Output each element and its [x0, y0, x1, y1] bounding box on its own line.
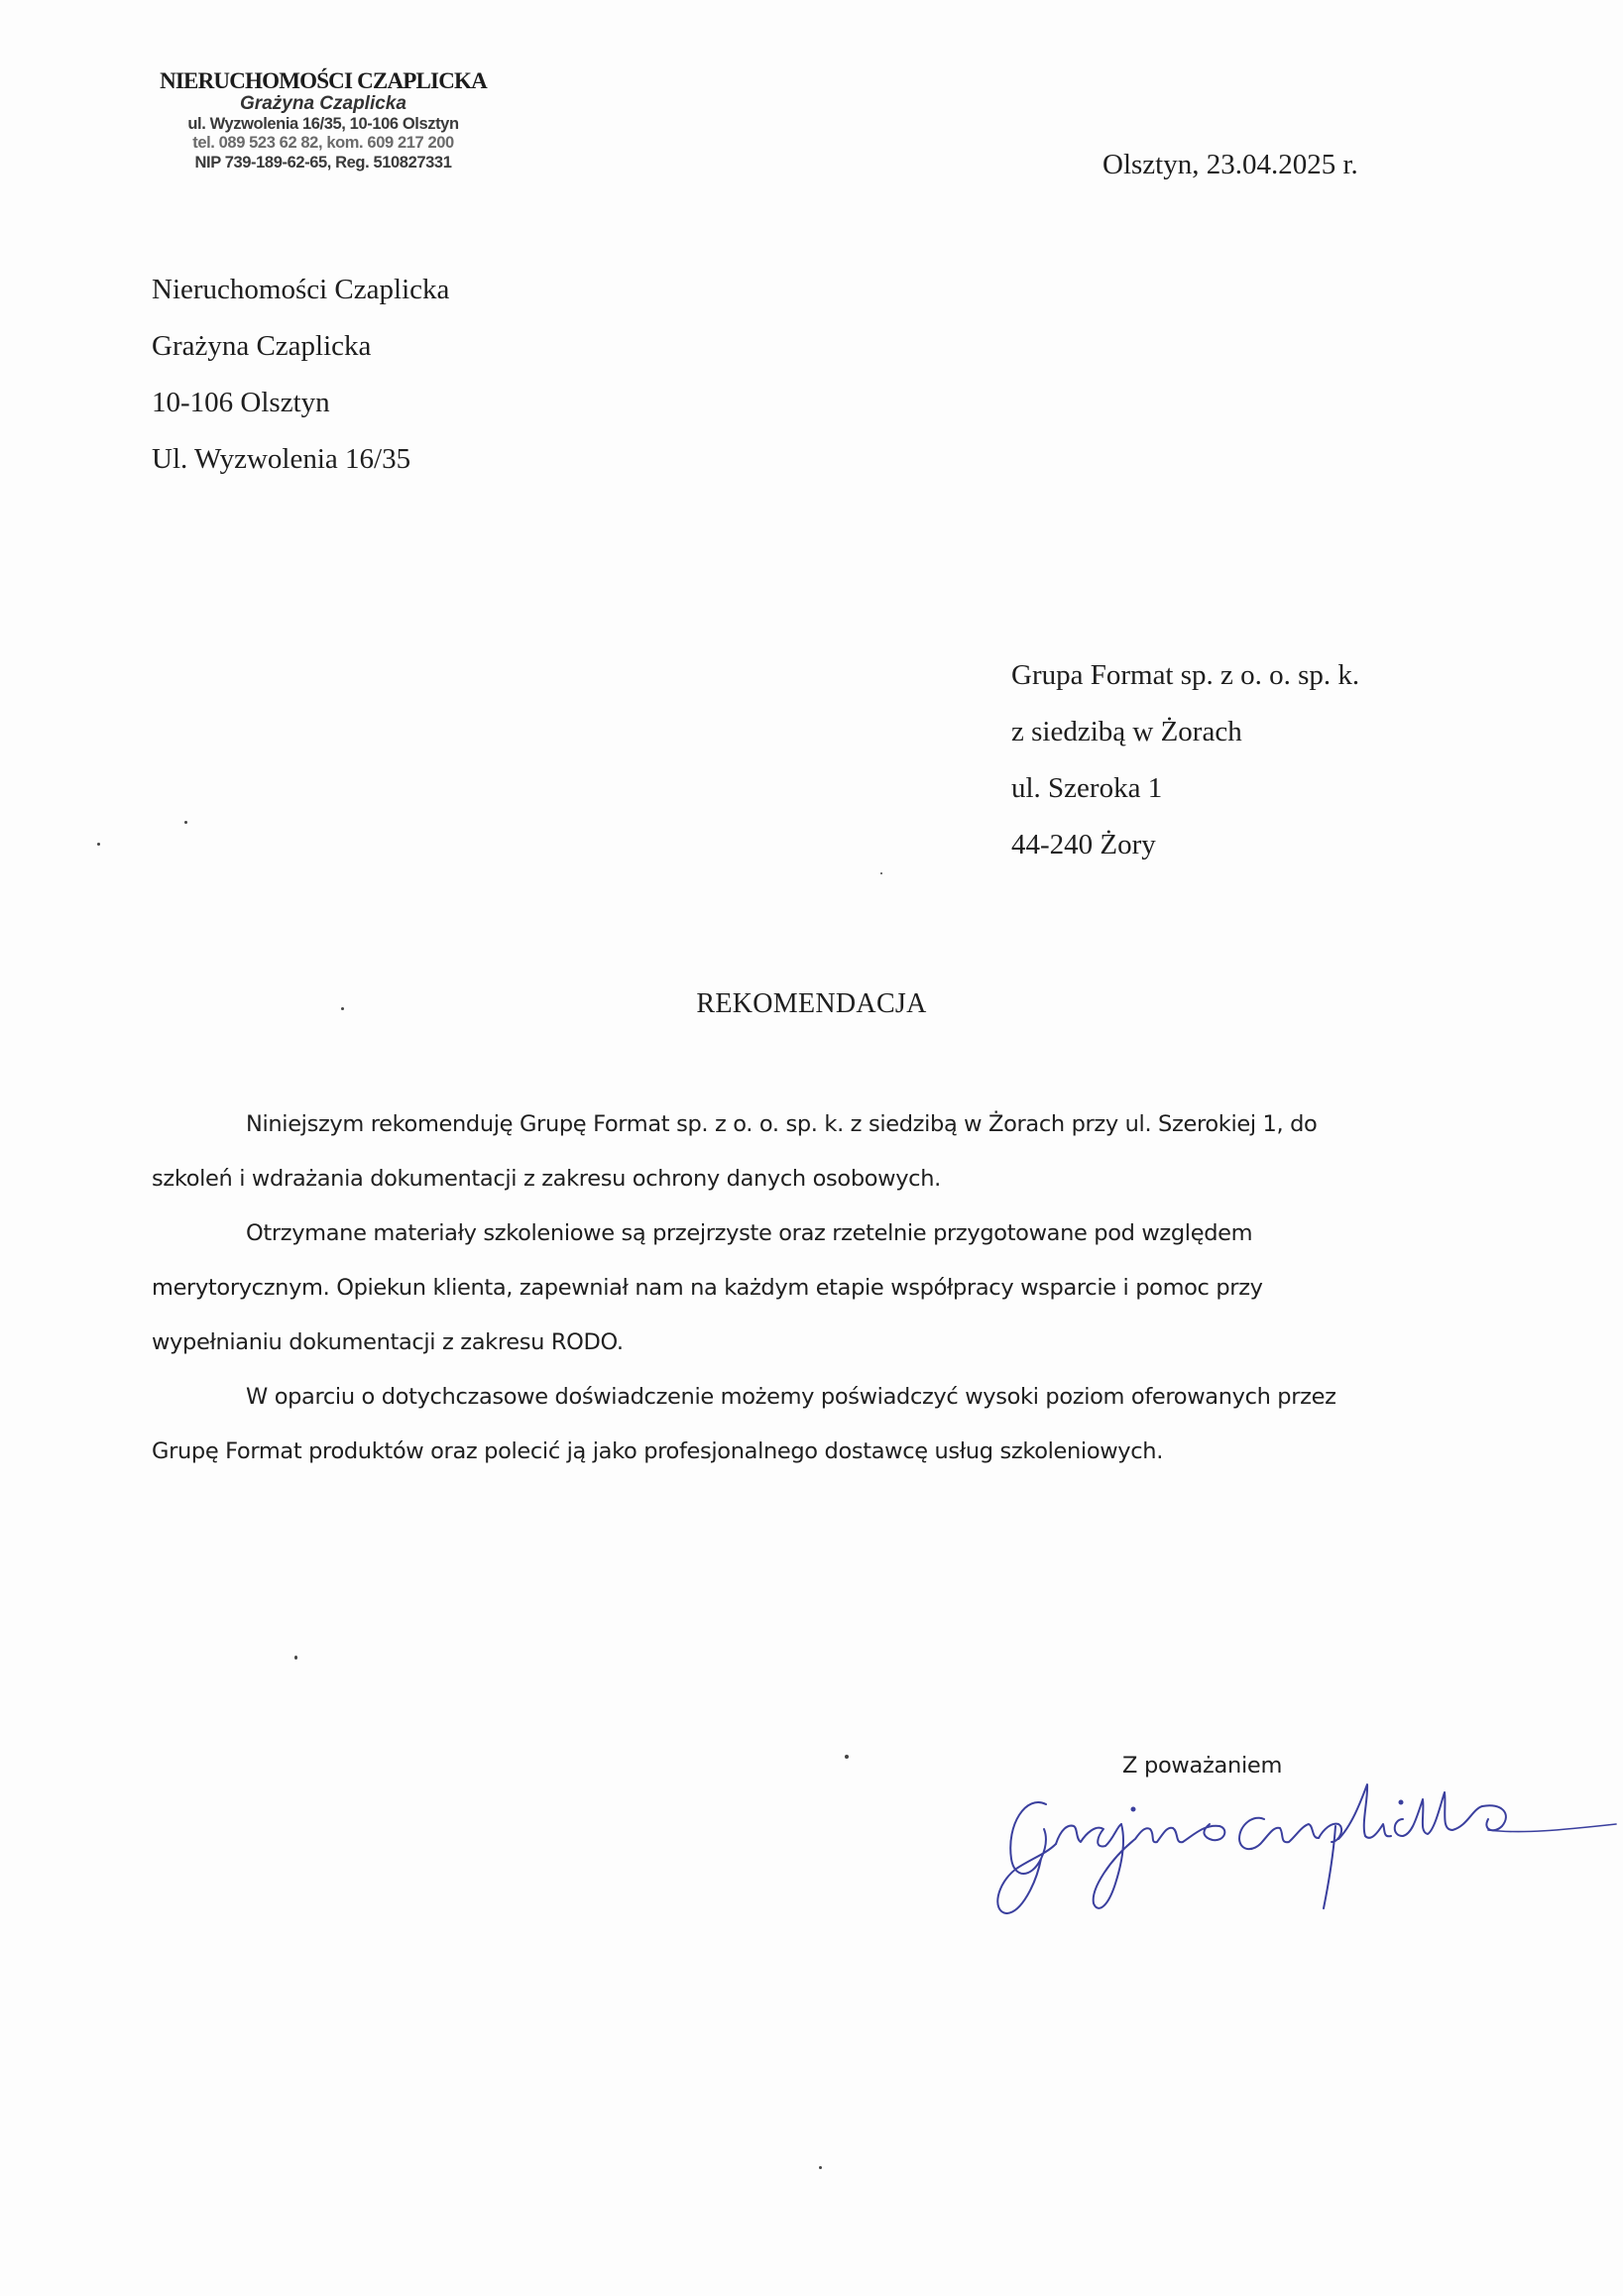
scan-speck — [341, 1007, 344, 1010]
sender-line: Grażyna Czaplicka — [152, 330, 372, 362]
recipient-line: ul. Szeroka 1 — [1011, 772, 1163, 804]
closing-phrase: Z poważaniem — [1122, 1753, 1283, 1779]
stamp-address: ul. Wyzwolenia 16/35, 10-106 Olsztyn — [187, 115, 459, 134]
body-line: W oparciu o dotychczasowe doświadczenie możemy poświadczyć wysoki poziom oferowanych przez — [246, 1384, 1336, 1410]
sender-line: Ul. Wyzwolenia 16/35 — [152, 443, 411, 475]
handwritten-signature-icon — [986, 1765, 1621, 1933]
stamp-title: NIERUCHOMOŚCI CZAPLICKA — [160, 68, 487, 93]
body-paragraph — [152, 1370, 1470, 1479]
recipient-line: 44-240 Żory — [1011, 829, 1156, 861]
scan-speck — [294, 1656, 297, 1660]
letter-body — [152, 1097, 1470, 1479]
document-heading: REKOMENDACJA — [696, 988, 927, 1019]
stamp-owner: Grażyna Czaplicka — [240, 93, 406, 115]
letter-date: Olsztyn, 23.04.2025 r. — [1102, 149, 1358, 180]
scan-speck — [819, 2166, 822, 2169]
stamp-phone: tel. 089 523 62 82, kom. 609 217 200 — [192, 134, 454, 153]
scan-speck — [880, 872, 882, 874]
recipient-line: z siedzibą w Żorach — [1011, 716, 1242, 747]
scan-speck — [845, 1755, 849, 1759]
sender-address-block — [152, 262, 449, 488]
scan-speck — [184, 821, 187, 824]
scan-speck — [97, 843, 100, 846]
body-paragraph — [152, 1097, 1470, 1206]
body-paragraph — [152, 1206, 1470, 1370]
sender-line: 10-106 Olsztyn — [152, 387, 330, 418]
recipient-address-block — [1011, 647, 1359, 873]
recipient-line: Grupa Format sp. z o. o. sp. k. — [1011, 659, 1360, 691]
body-line: szkoleń i wdrażania dokumentacji z zakresu ochrony danych osobowych. — [152, 1166, 941, 1192]
body-line: wypełnianiu dokumentacji z zakresu RODO. — [152, 1329, 624, 1355]
body-line: Grupę Format produktów oraz polecić ją jako profesjonalnego dostawcę usług szkoleniowych. — [152, 1438, 1163, 1464]
sender-line: Nieruchomości Czaplicka — [152, 274, 450, 305]
stamp-nip: NIP 739-189-62-65, Reg. 510827331 — [194, 153, 452, 172]
company-stamp — [145, 69, 502, 172]
body-line: merytorycznym. Opiekun klienta, zapewniał nam na każdym etapie współpracy wsparcie i pomoc przy — [152, 1275, 1263, 1301]
body-line: Niniejszym rekomenduję Grupę Format sp. z o. o. sp. k. z siedzibą w Żorach przy ul. Szerokiej 1, do — [246, 1111, 1318, 1137]
body-line: Otrzymane materiały szkoleniowe są przejrzyste oraz rzetelnie przygotowane pod względem — [246, 1220, 1253, 1246]
